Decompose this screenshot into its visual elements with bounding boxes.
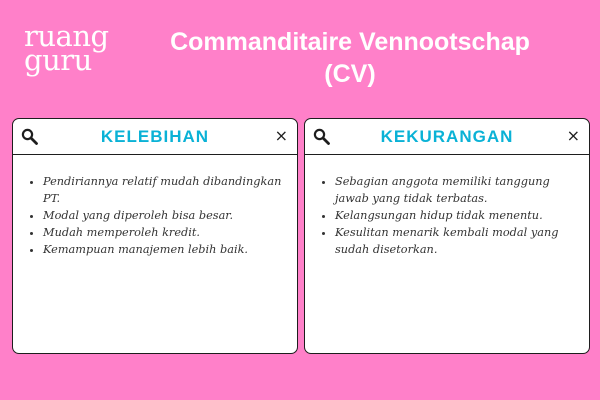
- advantages-card-header: [13, 119, 297, 155]
- disadvantages-card-header: [305, 119, 589, 155]
- advantages-list: [13, 155, 297, 258]
- list-item: • Kemampuan manajemen lebih baik.: [43, 241, 283, 258]
- disadvantages-card: [304, 118, 590, 354]
- logo-line-2: guru: [24, 43, 92, 77]
- disadvantages-heading: KEKURANGAN: [380, 127, 514, 146]
- list-item: • Modal yang diperoleh bisa besar.: [43, 207, 283, 224]
- advantages-card: [12, 118, 298, 354]
- page-title: [120, 26, 580, 90]
- close-icon[interactable]: ×: [566, 126, 580, 145]
- list-item: • Pendiriannya relatif mudah dibandingkan PT.: [43, 173, 283, 207]
- logo-line-1: ruang: [24, 19, 109, 53]
- advantages-heading: KELEBIHAN: [100, 127, 210, 146]
- page-title-line-1: Commanditaire Vennootschap: [170, 28, 530, 56]
- close-icon[interactable]: ×: [274, 126, 288, 145]
- ruangguru-logo: [24, 19, 124, 77]
- list-item: • Kesulitan menarik kembali modal yang sudah disetorkan.: [335, 224, 575, 258]
- list-item: • Mudah memperoleh kredit.: [43, 224, 283, 241]
- page-title-line-2: (CV): [324, 60, 376, 88]
- list-item: • Kelangsungan hidup tidak menentu.: [335, 207, 575, 224]
- disadvantages-list: [305, 155, 589, 258]
- list-item: • Sebagian anggota memiliki tanggung jawab yang tidak terbatas.: [335, 173, 575, 207]
